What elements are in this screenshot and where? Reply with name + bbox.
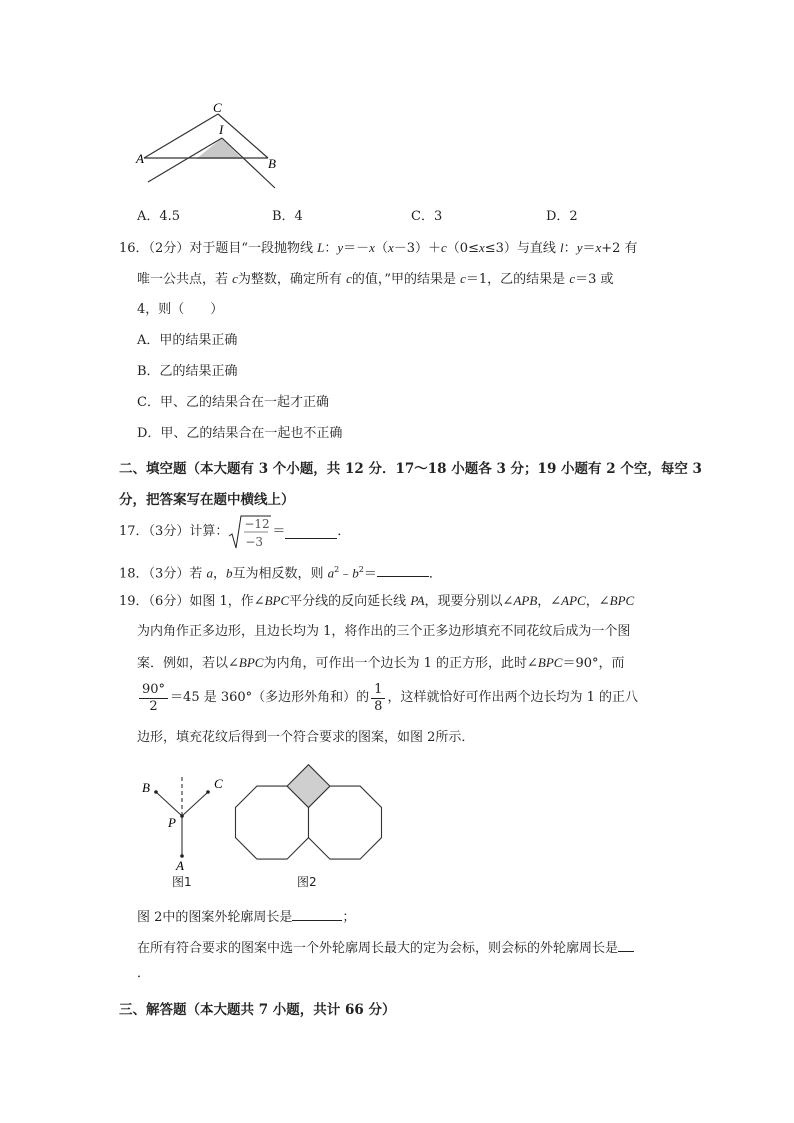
q18: 18．（3分）若 a，b互为相反数，则 $a^2﹣b^2=$ ．: [119, 565, 442, 582]
fraction-1-over-8: $\frac{1}{8}$: [371, 682, 385, 715]
label-A: A: [136, 151, 144, 166]
q17-prefix: 17．（3分）计算：: [119, 524, 229, 539]
figure-2: [232, 760, 392, 864]
ray-PC: [182, 792, 208, 816]
q19-line2: 为内角作正多边形，且边长均为 1，将作出的三个正多边形填充不同花纹后成为一个图: [137, 624, 631, 639]
line-through-I-left: [148, 138, 222, 182]
section2-heading-line1: 二、填空题（本大题有 3 个小题，共 12 分．17～18 小题各 3 分；19 小题有 2 个空，每空 3: [119, 461, 702, 477]
shaded-triangle: [196, 138, 242, 159]
section2-heading-line2: 分，把答案写在题中横线上）: [119, 492, 295, 508]
q16-option-d[interactable]: D．甲、乙的结果合在一起也不正确: [137, 426, 343, 441]
fraction-90-over-2: $\frac{90^\circ}{2}$: [139, 682, 168, 715]
q19-answer-blank-1[interactable]: [292, 907, 342, 921]
q19-line1: 19．（6分）如图 1，作∠BPC平分线的反向延长线 PA，现要分别以∠APB，∠APC，∠BPC: [119, 593, 635, 609]
q17: 17．（3分）计算： −12 −3 ＝ ．: [119, 513, 350, 551]
q18-answer-blank[interactable]: [377, 563, 429, 577]
label-B: B: [268, 156, 276, 171]
label-I: I: [219, 122, 224, 137]
q19-answer-blank-2[interactable]: [618, 938, 634, 952]
q16-line2: 唯一公共点，若 c为整数，确定所有 c的值，”甲的结果是 c＝1，乙的结果是 c＝3 或: [137, 271, 614, 287]
q16-option-c[interactable]: C．甲、乙的结果合在一起才正确: [137, 395, 329, 410]
q19-subquestion-2: 在所有符合要求的图案中选一个外轮廓周长最大的定为会标，则会标的外轮廓周长是: [137, 938, 634, 958]
q19-line4: $\frac{90^\circ}{2}$ ＝45 是 360°（多边形外角和）的 $\frac{1}{8}$ ，这样就恰好可作出两个边长均为 1 的正八: [137, 678, 638, 718]
q17-denominator: −3: [245, 535, 264, 549]
point-C: [206, 790, 210, 794]
point-P: [180, 814, 184, 818]
point-B: [154, 790, 158, 794]
q17-answer-blank[interactable]: [285, 525, 337, 539]
ray-PB: [156, 792, 182, 816]
q16-score: （2分）: [148, 241, 190, 256]
q16-line3: 4，则（ ）: [137, 302, 224, 317]
q16-option-a[interactable]: A．甲的结果正确: [137, 333, 238, 348]
sqrt-expression: [228, 514, 272, 550]
figure-1: [136, 770, 236, 890]
label-C: C: [213, 100, 222, 115]
q19-line3: 案．例如，若以∠BPC为内角，可作出一个边长为 1 的正方形，此时∠BPC＝90°，而: [137, 655, 625, 671]
q15-option-d[interactable]: D．2: [546, 209, 578, 224]
label-P: P: [168, 815, 176, 830]
q19-line5: 边形，填充花纹后得到一个符合要求的图案，如图 2所示．: [137, 730, 475, 745]
label-C: C: [214, 776, 223, 791]
q17-numerator: −12: [244, 517, 270, 531]
figure-2-caption: 图2: [297, 875, 317, 889]
q15-option-a[interactable]: A．4.5: [137, 209, 181, 224]
q16-line1: 16．（2分）对于题目“一段抛物线 L：y＝－x（x－3）＋c（0≤x≤3）与直线 l：y＝x+2 有: [119, 240, 638, 256]
figure-q15: [130, 96, 290, 196]
q19-subquestion-1: 图 2中的图案外轮廓周长是 ；: [137, 907, 355, 927]
q16-option-b[interactable]: B．乙的结果正确: [137, 364, 238, 379]
q15-option-b[interactable]: B．4: [272, 209, 303, 224]
q19-subquestion-2-end: ．: [137, 966, 151, 981]
q15-option-c[interactable]: C．3: [411, 209, 443, 224]
q16-number: 16．: [119, 241, 149, 256]
section3-heading: 三、解答题（本大题共 7 小题，共计 66 分）: [119, 1002, 396, 1018]
figure-1-caption: 图1: [172, 875, 192, 889]
label-B: B: [142, 780, 150, 795]
label-A: A: [176, 858, 184, 873]
